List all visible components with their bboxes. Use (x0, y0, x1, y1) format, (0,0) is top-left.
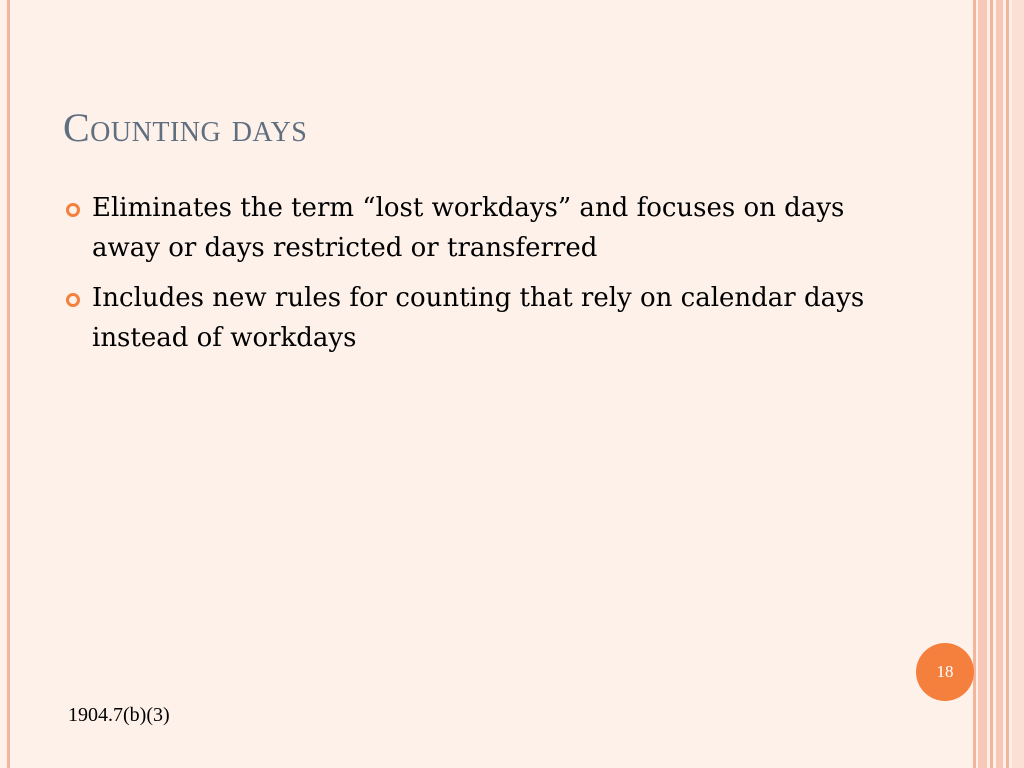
decorative-stripe (1012, 0, 1024, 768)
page-number: 18 (936, 662, 954, 681)
slide-title: Counting days (63, 105, 308, 150)
bullet-list (66, 188, 866, 368)
bullet-item (66, 278, 866, 358)
decorative-stripe (973, 0, 976, 768)
bullet-text: Eliminates the term “lost workdays” and focuses on days away or days restricted or transferred (92, 193, 845, 263)
citation-footnote: 1904.7(b)(3) (68, 704, 170, 726)
bullet-item (66, 188, 866, 268)
decorative-stripe (1006, 0, 1009, 768)
bullet-text: Includes new rules for counting that rely on calendar days instead of workdays (92, 283, 865, 353)
page-number-badge (916, 643, 974, 701)
decorative-stripe (990, 0, 993, 768)
ring-bullet-icon (66, 203, 80, 217)
slide-frame-left (7, 0, 10, 768)
decorative-stripe (996, 0, 1003, 768)
ring-bullet-icon (66, 293, 80, 307)
decorative-stripe (978, 0, 987, 768)
